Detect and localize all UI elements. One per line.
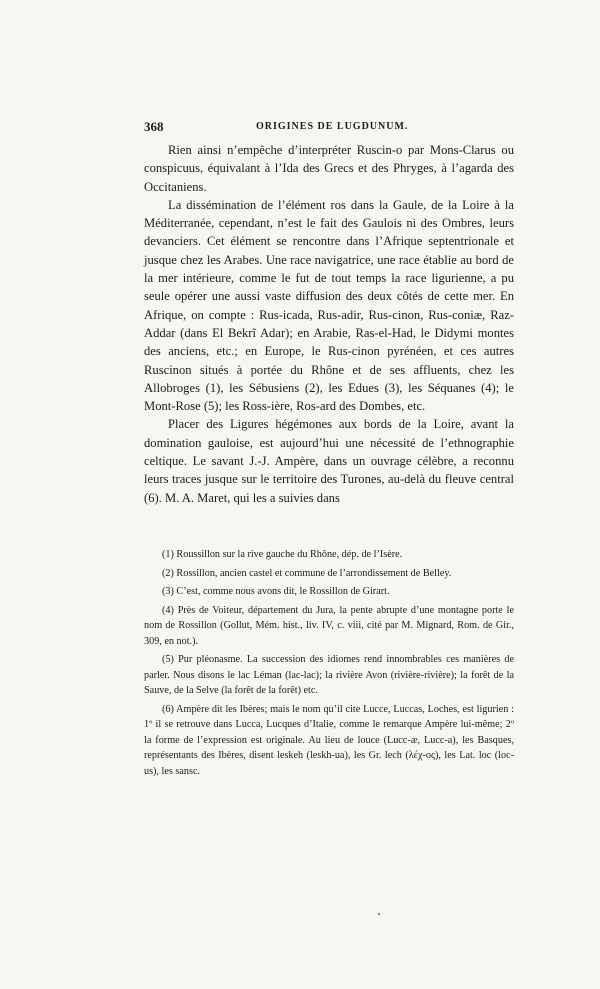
- footnotes: [144, 547, 514, 779]
- footnote: (4) Près de Voiteur, département du Jura, la pente abrupte d’une montagne porte le nom de Rossillon (Gollut, Mém. hist., liv. IV, c. viii, cité par M. Mignard, Rom. de Gir., 309, en not.).: [144, 604, 514, 647]
- paragraph: Placer des Ligures hégémones aux bords de la Loire, avant la domination gauloise, est aujourd’hui une nécessité de l’ethnographie celtique. Le savant J.-J. Ampère, dans un ouvrage célèbre, a reconnu leurs traces jusque sur le territoire des Turones, au-delà du fleuve central (6). M. A. Maret, qui les a suivies dans: [144, 417, 514, 505]
- footnote: (3) C’est, comme nous avons dit, le Rossillon de Girart.: [162, 586, 390, 597]
- footnote: (5) Pur pléonasme. La succession des idiomes rend innombrables ces manières de parler. Nous disons le lac Léman (lac-lac); la rivière Avon (rivière-rivière); la forêt de la Sauve, de la Selve (la forêt de la forêt) etc.: [144, 654, 514, 696]
- page-number: 368: [144, 119, 164, 134]
- paragraph: Rien ainsi n’empêche d’interpréter Ruscin-o par Mons-Clarus ou conspicuus, équivalant à l’Ida des Grecs et des Phryges, à l’agarda des Occitaniens.: [144, 143, 514, 194]
- footnote: (1) Roussillon sur la rive gauche du Rhône, dép. de l’Isère.: [162, 549, 403, 560]
- running-head: ORIGINES DE LUGDUNUM.: [256, 121, 409, 132]
- page-header: [144, 119, 514, 135]
- ink-speck: [378, 913, 380, 915]
- paragraph: La dissémination de l’élément ros dans la Gaule, de la Loire à la Méditerranée, cependant, n’est le fait des Gaulois ni des Ombres, leurs devanciers. Cet élément se rencontre dans l’Afrique septentrionale et jusque chez les Arabes. Une race navigatrice, une race établie au bord de la mer intérieure, comme le fut de tout temps la race ligurienne, a pu seule opérer une aussi vaste diffusion des deux côtés de cette mer. En Afrique, on compte : Rus-icada, Rus-adir, Rus-cinon, Rus-coniæ, Raz-Addar (dans El Bekrî Adar); en Arabie, Ras-el-Had, le Didymi montes des anciens, etc.; en Europe, le Rus-cinon pyrénéen, et ces autres Ruscinon situés à portée du Rhône et de ses affluents, chez les Allobroges (1), les Sébusiens (2), les Edues (3), les Séquanes (4); le Mont-Rose (5); les Ross-ière, Ros-ard des Dombes, etc.: [144, 197, 514, 414]
- footnote: (2) Rossillon, ancien castel et commune de l’arrondissement de Belley.: [162, 567, 452, 579]
- footnote: (6) Ampère dit les Ibères; mais le nom qu’il cite Lucce, Luccas, Loches, est ligurien : 1º il se retrouve dans Lucca, Lucques d’Italie, comme le remarque Ampère lui-même; 2º la forme de l’expression est originale. Au lieu de louce (Lucc-æ, Lucc-a), les Basques, représentants des Ibères, disent leskeh (leskh-ua), les Gr. lech (λέχ-ος), les Lat. loc (loc-us), les sansc.: [144, 703, 514, 777]
- main-text: [144, 141, 514, 507]
